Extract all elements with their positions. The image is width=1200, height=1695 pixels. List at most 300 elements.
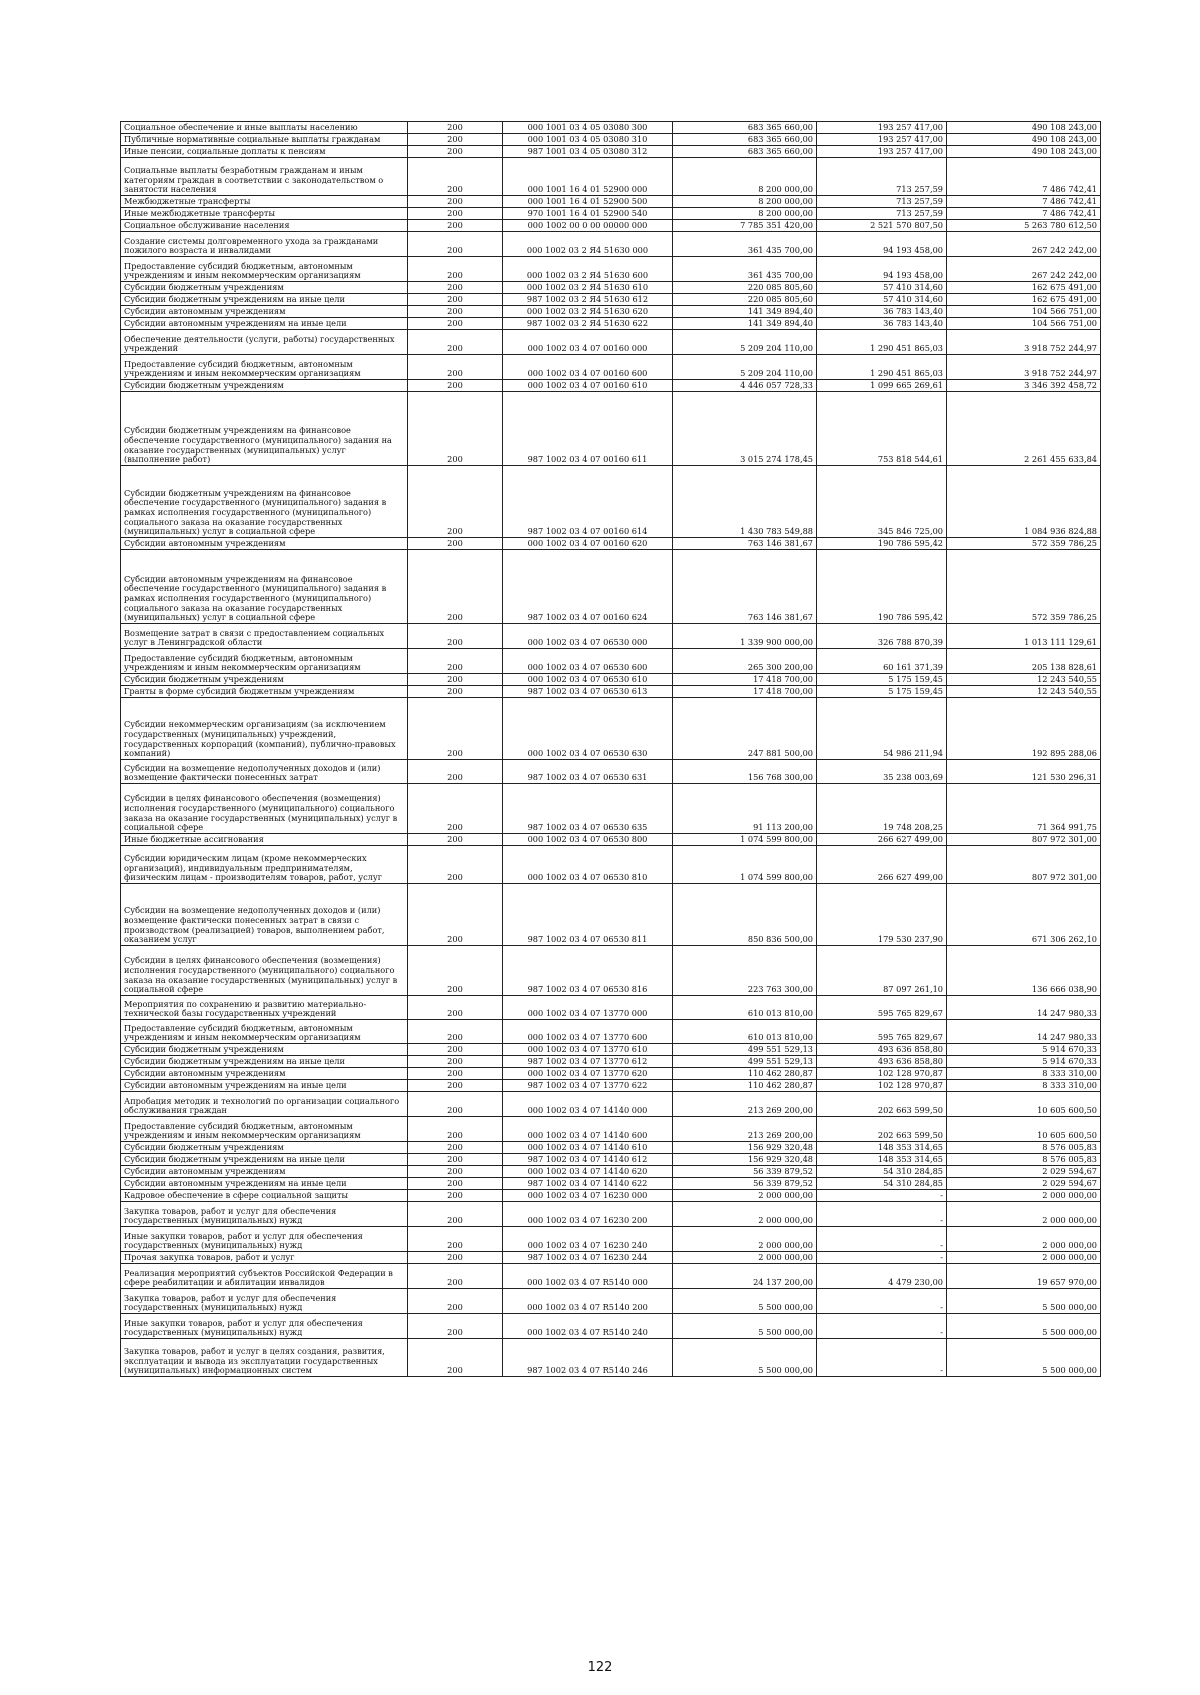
- cell-v2: 193 257 417,00: [817, 134, 947, 146]
- table-row: [121, 846, 1101, 884]
- cell-code: 200: [408, 686, 503, 698]
- cell-name: Субсидии автономным учреждениям: [121, 1166, 408, 1178]
- table-row: [121, 550, 1101, 624]
- cell-csr: 000 1001 03 4 05 03080 300: [503, 122, 673, 134]
- cell-name: Субсидии бюджетным учреждениям на иные цели: [121, 1154, 408, 1166]
- cell-name: Закупка товаров, работ и услуг в целях создания, развития, эксплуатации и вывода из эксплуатации государственных (муниципальных) информационных систем: [121, 1339, 408, 1377]
- cell-v2: 54 310 284,85: [817, 1166, 947, 1178]
- cell-code: 200: [408, 1056, 503, 1068]
- cell-csr: 000 1002 03 2 Я4 51630 610: [503, 282, 673, 294]
- cell-csr: 000 1002 03 4 07 06530 600: [503, 649, 673, 674]
- cell-v2: 1 290 451 865,03: [817, 330, 947, 355]
- cell-v2: 2 521 570 807,50: [817, 220, 947, 232]
- cell-v2: 713 257,59: [817, 196, 947, 208]
- cell-v2: 54 986 211,94: [817, 698, 947, 760]
- cell-v3: 267 242 242,00: [947, 257, 1101, 282]
- cell-v2: 102 128 970,87: [817, 1068, 947, 1080]
- cell-code: 200: [408, 624, 503, 649]
- table-row: [121, 196, 1101, 208]
- cell-code: 200: [408, 146, 503, 158]
- cell-v2: -: [817, 1227, 947, 1252]
- cell-v2: 148 353 314,65: [817, 1142, 947, 1154]
- cell-csr: 000 1001 16 4 01 52900 500: [503, 196, 673, 208]
- cell-v2: 36 783 143,40: [817, 306, 947, 318]
- cell-csr: 987 1002 03 4 07 13770 612: [503, 1056, 673, 1068]
- cell-v2: 595 765 829,67: [817, 1020, 947, 1044]
- cell-v1: 5 209 204 110,00: [673, 355, 817, 380]
- cell-code: 200: [408, 996, 503, 1020]
- cell-v2: 60 161 371,39: [817, 649, 947, 674]
- cell-csr: 000 1002 03 4 07 16230 200: [503, 1202, 673, 1227]
- cell-csr: 000 1001 03 4 05 03080 310: [503, 134, 673, 146]
- cell-v3: 3 346 392 458,72: [947, 380, 1101, 392]
- cell-v1: 3 015 274 178,45: [673, 392, 817, 466]
- cell-csr: 000 1002 03 4 07 16230 240: [503, 1227, 673, 1252]
- cell-v2: 266 627 499,00: [817, 834, 947, 846]
- cell-code: 200: [408, 380, 503, 392]
- cell-csr: 987 1002 03 4 07 R5140 246: [503, 1339, 673, 1377]
- cell-v3: 2 029 594,67: [947, 1178, 1101, 1190]
- cell-code: 200: [408, 550, 503, 624]
- cell-v1: 156 768 300,00: [673, 760, 817, 784]
- cell-name: Иные закупки товаров, работ и услуг для обеспечения государственных (муниципальных) нужд: [121, 1227, 408, 1252]
- cell-v2: 193 257 417,00: [817, 146, 947, 158]
- cell-csr: 000 1002 03 4 07 14140 600: [503, 1117, 673, 1142]
- cell-name: Апробация методик и технологий по организации социального обслуживания граждан: [121, 1092, 408, 1117]
- table-row: [121, 294, 1101, 306]
- cell-v2: 5 175 159,45: [817, 686, 947, 698]
- cell-csr: 987 1002 03 4 07 06530 816: [503, 946, 673, 996]
- table-row: [121, 355, 1101, 380]
- table-row: [121, 1044, 1101, 1056]
- cell-v2: 102 128 970,87: [817, 1080, 947, 1092]
- cell-name: Субсидии на возмещение недополученных доходов и (или) возмещение фактически понесенных затрат: [121, 760, 408, 784]
- table-row: [121, 466, 1101, 538]
- cell-v2: 202 663 599,50: [817, 1092, 947, 1117]
- cell-code: 200: [408, 1178, 503, 1190]
- table-row: [121, 1020, 1101, 1044]
- cell-v2: 493 636 858,80: [817, 1044, 947, 1056]
- cell-v3: 267 242 242,00: [947, 232, 1101, 257]
- cell-v1: 8 200 000,00: [673, 208, 817, 220]
- cell-v3: 5 914 670,33: [947, 1044, 1101, 1056]
- cell-csr: 000 1002 03 4 07 00160 600: [503, 355, 673, 380]
- cell-v2: 87 097 261,10: [817, 946, 947, 996]
- cell-code: 200: [408, 306, 503, 318]
- cell-name: Закупка товаров, работ и услуг для обеспечения государственных (муниципальных) нужд: [121, 1289, 408, 1314]
- cell-code: 200: [408, 1080, 503, 1092]
- cell-v2: 36 783 143,40: [817, 318, 947, 330]
- cell-v2: 1 099 665 269,61: [817, 380, 947, 392]
- cell-v3: 3 918 752 244,97: [947, 330, 1101, 355]
- cell-v3: 14 247 980,33: [947, 996, 1101, 1020]
- cell-code: 200: [408, 1142, 503, 1154]
- cell-csr: 000 1002 03 4 07 14140 620: [503, 1166, 673, 1178]
- table-row: [121, 122, 1101, 134]
- cell-v2: 54 310 284,85: [817, 1178, 947, 1190]
- cell-code: 200: [408, 1227, 503, 1252]
- table-row: [121, 1080, 1101, 1092]
- cell-csr: 987 1002 03 4 07 00160 624: [503, 550, 673, 624]
- cell-v3: 121 530 296,31: [947, 760, 1101, 784]
- cell-name: Возмещение затрат в связи с предоставлением социальных услуг в Ленинградской области: [121, 624, 408, 649]
- cell-v1: 499 551 529,13: [673, 1044, 817, 1056]
- cell-csr: 000 1002 03 4 07 13770 000: [503, 996, 673, 1020]
- cell-v1: 1 430 783 549,88: [673, 466, 817, 538]
- cell-v3: 572 359 786,25: [947, 538, 1101, 550]
- cell-v3: 162 675 491,00: [947, 294, 1101, 306]
- cell-v3: 7 486 742,41: [947, 196, 1101, 208]
- cell-name: Субсидии автономным учреждениям: [121, 538, 408, 550]
- cell-v3: 490 108 243,00: [947, 122, 1101, 134]
- cell-v2: -: [817, 1314, 947, 1339]
- cell-v3: 5 500 000,00: [947, 1339, 1101, 1377]
- cell-csr: 000 1002 03 4 07 00160 610: [503, 380, 673, 392]
- cell-csr: 987 1001 03 4 05 03080 312: [503, 146, 673, 158]
- cell-name: Предоставление субсидий бюджетным, автономным учреждениям и иным некоммерческим организациям: [121, 649, 408, 674]
- cell-name: Субсидии на возмещение недополученных доходов и (или) возмещение фактически понесенных затрат в связи с производством (реализацией) товаров, выполнением работ, оказанием услуг: [121, 884, 408, 946]
- cell-code: 200: [408, 1339, 503, 1377]
- table-row: [121, 1068, 1101, 1080]
- cell-name: Создание системы долговременного ухода за гражданами пожилого возраста и инвалидами: [121, 232, 408, 257]
- cell-code: 200: [408, 122, 503, 134]
- cell-v3: 8 576 005,83: [947, 1142, 1101, 1154]
- table-row: [121, 146, 1101, 158]
- cell-v2: 190 786 595,42: [817, 538, 947, 550]
- cell-v1: 361 435 700,00: [673, 232, 817, 257]
- table-row: [121, 698, 1101, 760]
- table-row: [121, 1056, 1101, 1068]
- table-row: [121, 538, 1101, 550]
- cell-v3: 12 243 540,55: [947, 686, 1101, 698]
- table-row: [121, 306, 1101, 318]
- cell-v1: 141 349 894,40: [673, 318, 817, 330]
- cell-v1: 110 462 280,87: [673, 1080, 817, 1092]
- cell-name: Межбюджетные трансферты: [121, 196, 408, 208]
- table-row: [121, 946, 1101, 996]
- cell-name: Субсидии в целях финансового обеспечения (возмещения) исполнения государственного (муниципального) социального заказа на оказание государственных (муниципальных) услуг в социальной сфере: [121, 784, 408, 834]
- cell-v1: 361 435 700,00: [673, 257, 817, 282]
- cell-code: 200: [408, 698, 503, 760]
- cell-name: Субсидии бюджетным учреждениям: [121, 380, 408, 392]
- table-row: [121, 1154, 1101, 1166]
- cell-v1: 610 013 810,00: [673, 1020, 817, 1044]
- cell-v3: 2 029 594,67: [947, 1166, 1101, 1178]
- cell-csr: 000 1002 03 4 07 00160 620: [503, 538, 673, 550]
- cell-v3: 7 486 742,41: [947, 208, 1101, 220]
- cell-v3: 2 000 000,00: [947, 1252, 1101, 1264]
- table-row: [121, 834, 1101, 846]
- cell-v2: 179 530 237,90: [817, 884, 947, 946]
- cell-name: Иные межбюджетные трансферты: [121, 208, 408, 220]
- cell-v1: 850 836 500,00: [673, 884, 817, 946]
- cell-name: Субсидии бюджетным учреждениям: [121, 1142, 408, 1154]
- cell-v3: 2 000 000,00: [947, 1190, 1101, 1202]
- table-row: [121, 134, 1101, 146]
- cell-v2: 19 748 208,25: [817, 784, 947, 834]
- cell-v1: 24 137 200,00: [673, 1264, 817, 1289]
- table-row: [121, 884, 1101, 946]
- cell-v1: 8 200 000,00: [673, 158, 817, 196]
- cell-v3: 490 108 243,00: [947, 134, 1101, 146]
- cell-code: 200: [408, 1166, 503, 1178]
- cell-name: Субсидии некоммерческим организациям (за исключением государственных (муниципальных) учреждений, государственных корпораций (компаний), публично-правовых компаний): [121, 698, 408, 760]
- table-row: [121, 1117, 1101, 1142]
- table-row: [121, 318, 1101, 330]
- cell-v1: 499 551 529,13: [673, 1056, 817, 1068]
- cell-v1: 213 269 200,00: [673, 1092, 817, 1117]
- cell-v1: 17 418 700,00: [673, 686, 817, 698]
- cell-csr: 987 1002 03 4 07 06530 811: [503, 884, 673, 946]
- cell-v1: 763 146 381,67: [673, 550, 817, 624]
- cell-code: 200: [408, 884, 503, 946]
- table-row: [121, 257, 1101, 282]
- cell-csr: 987 1002 03 4 07 14140 612: [503, 1154, 673, 1166]
- cell-csr: 000 1002 03 4 07 00160 000: [503, 330, 673, 355]
- cell-v2: 713 257,59: [817, 208, 947, 220]
- cell-v3: 8 333 310,00: [947, 1080, 1101, 1092]
- cell-v1: 5 209 204 110,00: [673, 330, 817, 355]
- cell-v3: 5 500 000,00: [947, 1314, 1101, 1339]
- cell-csr: 000 1002 03 4 07 14140 000: [503, 1092, 673, 1117]
- cell-csr: 000 1002 03 4 07 06530 000: [503, 624, 673, 649]
- cell-code: 200: [408, 232, 503, 257]
- cell-v1: 247 881 500,00: [673, 698, 817, 760]
- cell-code: 200: [408, 1314, 503, 1339]
- cell-code: 200: [408, 294, 503, 306]
- cell-v1: 4 446 057 728,33: [673, 380, 817, 392]
- cell-code: 200: [408, 1252, 503, 1264]
- cell-code: 200: [408, 208, 503, 220]
- cell-name: Субсидии бюджетным учреждениям на иные цели: [121, 1056, 408, 1068]
- cell-v2: 148 353 314,65: [817, 1154, 947, 1166]
- cell-v2: 345 846 725,00: [817, 466, 947, 538]
- cell-v3: 71 364 991,75: [947, 784, 1101, 834]
- cell-v1: 683 365 660,00: [673, 146, 817, 158]
- cell-v2: 493 636 858,80: [817, 1056, 947, 1068]
- cell-code: 200: [408, 674, 503, 686]
- cell-v3: 2 261 455 633,84: [947, 392, 1101, 466]
- budget-table-body: [121, 122, 1101, 1377]
- cell-v3: 162 675 491,00: [947, 282, 1101, 294]
- cell-v3: 1 084 936 824,88: [947, 466, 1101, 538]
- cell-code: 200: [408, 760, 503, 784]
- cell-name: Субсидии бюджетным учреждениям: [121, 674, 408, 686]
- cell-v3: 7 486 742,41: [947, 158, 1101, 196]
- cell-code: 200: [408, 946, 503, 996]
- cell-v3: 205 138 828,61: [947, 649, 1101, 674]
- cell-code: 200: [408, 318, 503, 330]
- cell-v2: 713 257,59: [817, 158, 947, 196]
- cell-name: Субсидии в целях финансового обеспечения (возмещения) исполнения государственного (муниципального) социального заказа на оказание государственных (муниципальных) услуг в социальной сфере: [121, 946, 408, 996]
- table-row: [121, 1289, 1101, 1314]
- table-row: [121, 1227, 1101, 1252]
- cell-v1: 156 929 320,48: [673, 1154, 817, 1166]
- page-number: 122: [587, 1660, 613, 1675]
- cell-name: Социальные выплаты безработным гражданам и иным категориям граждан в соответствии с законодательством о занятости населения: [121, 158, 408, 196]
- cell-name: Субсидии бюджетным учреждениям на финансовое обеспечение государственного (муниципального) задания на оказание государственных (муниципальных) услуг (выполнение работ): [121, 392, 408, 466]
- cell-csr: 000 1002 03 4 07 R5140 240: [503, 1314, 673, 1339]
- cell-v2: 193 257 417,00: [817, 122, 947, 134]
- cell-v3: 10 605 600,50: [947, 1117, 1101, 1142]
- cell-name: Иные пенсии, социальные доплаты к пенсиям: [121, 146, 408, 158]
- cell-v1: 2 000 000,00: [673, 1202, 817, 1227]
- cell-csr: 000 1002 03 4 07 16230 000: [503, 1190, 673, 1202]
- table-row: [121, 1190, 1101, 1202]
- table-row: [121, 1264, 1101, 1289]
- cell-v1: 7 785 351 420,00: [673, 220, 817, 232]
- cell-code: 200: [408, 1289, 503, 1314]
- cell-name: Предоставление субсидий бюджетным, автономным учреждениям и иным некоммерческим организациям: [121, 1117, 408, 1142]
- cell-csr: 000 1002 03 4 07 06530 800: [503, 834, 673, 846]
- table-row: [121, 649, 1101, 674]
- cell-code: 200: [408, 1068, 503, 1080]
- table-row: [121, 208, 1101, 220]
- cell-v3: 8 576 005,83: [947, 1154, 1101, 1166]
- cell-v3: 5 914 670,33: [947, 1056, 1101, 1068]
- cell-v1: 141 349 894,40: [673, 306, 817, 318]
- cell-code: 200: [408, 257, 503, 282]
- cell-name: Реализация мероприятий субъектов Российской Федерации в сфере реабилитации и абилитации инвалидов: [121, 1264, 408, 1289]
- cell-v2: -: [817, 1252, 947, 1264]
- cell-v2: 35 238 003,69: [817, 760, 947, 784]
- table-row: [121, 760, 1101, 784]
- cell-v1: 156 929 320,48: [673, 1142, 817, 1154]
- cell-name: Субсидии юридическим лицам (кроме некоммерческих организаций), индивидуальным предпринимателям, физическим лицам - производителям товаров, работ, услуг: [121, 846, 408, 884]
- cell-v3: 19 657 970,00: [947, 1264, 1101, 1289]
- cell-v2: 266 627 499,00: [817, 846, 947, 884]
- cell-v3: 3 918 752 244,97: [947, 355, 1101, 380]
- cell-v1: 56 339 879,52: [673, 1178, 817, 1190]
- cell-v1: 683 365 660,00: [673, 134, 817, 146]
- cell-csr: 987 1002 03 4 07 00160 611: [503, 392, 673, 466]
- cell-code: 200: [408, 466, 503, 538]
- cell-code: 200: [408, 1202, 503, 1227]
- cell-code: 200: [408, 1044, 503, 1056]
- table-row: [121, 784, 1101, 834]
- cell-code: 200: [408, 538, 503, 550]
- cell-name: Мероприятия по сохранению и развитию материально-технической базы государственных учреждений: [121, 996, 408, 1020]
- cell-name: Кадровое обеспечение в сфере социальной защиты: [121, 1190, 408, 1202]
- table-row: [121, 674, 1101, 686]
- cell-v1: 17 418 700,00: [673, 674, 817, 686]
- cell-csr: 987 1002 03 4 07 13770 622: [503, 1080, 673, 1092]
- cell-v1: 610 013 810,00: [673, 996, 817, 1020]
- cell-name: Субсидии бюджетным учреждениям на иные цели: [121, 294, 408, 306]
- cell-csr: 000 1002 03 4 07 06530 610: [503, 674, 673, 686]
- cell-v3: 2 000 000,00: [947, 1227, 1101, 1252]
- cell-v2: 94 193 458,00: [817, 232, 947, 257]
- cell-csr: 000 1002 03 4 07 06530 630: [503, 698, 673, 760]
- table-row: [121, 996, 1101, 1020]
- cell-v1: 213 269 200,00: [673, 1117, 817, 1142]
- cell-v3: 14 247 980,33: [947, 1020, 1101, 1044]
- cell-csr: 000 1002 03 2 Я4 51630 000: [503, 232, 673, 257]
- cell-code: 200: [408, 158, 503, 196]
- cell-name: Субсидии автономным учреждениям на финансовое обеспечение государственного (муниципального) задания в рамках исполнения государственного (муниципального) социального заказа на оказание государственных (муниципальных) услуг в социальной сфере: [121, 550, 408, 624]
- cell-csr: 000 1002 03 4 07 R5140 200: [503, 1289, 673, 1314]
- cell-v2: 1 290 451 865,03: [817, 355, 947, 380]
- cell-v3: 12 243 540,55: [947, 674, 1101, 686]
- table-row: [121, 1092, 1101, 1117]
- cell-name: Субсидии автономным учреждениям на иные цели: [121, 1080, 408, 1092]
- cell-v3: 807 972 301,00: [947, 846, 1101, 884]
- cell-v2: 4 479 230,00: [817, 1264, 947, 1289]
- cell-v2: 57 410 314,60: [817, 294, 947, 306]
- budget-table: [120, 121, 1101, 1377]
- cell-csr: 987 1002 03 2 Я4 51630 622: [503, 318, 673, 330]
- cell-csr: 000 1002 03 4 07 13770 600: [503, 1020, 673, 1044]
- cell-v1: 1 339 900 000,00: [673, 624, 817, 649]
- cell-code: 200: [408, 846, 503, 884]
- cell-v1: 110 462 280,87: [673, 1068, 817, 1080]
- cell-csr: 000 1002 03 4 07 14140 610: [503, 1142, 673, 1154]
- cell-csr: 970 1001 16 4 01 52900 540: [503, 208, 673, 220]
- table-row: [121, 220, 1101, 232]
- cell-name: Социальное обслуживание населения: [121, 220, 408, 232]
- cell-code: 200: [408, 1092, 503, 1117]
- cell-v2: -: [817, 1202, 947, 1227]
- cell-csr: 987 1002 03 4 07 06530 613: [503, 686, 673, 698]
- cell-name: Субсидии автономным учреждениям: [121, 1068, 408, 1080]
- table-row: [121, 282, 1101, 294]
- table-row: [121, 686, 1101, 698]
- cell-csr: 000 1002 03 4 07 R5140 000: [503, 1264, 673, 1289]
- cell-v3: 8 333 310,00: [947, 1068, 1101, 1080]
- cell-v2: 326 788 870,39: [817, 624, 947, 649]
- cell-code: 200: [408, 1264, 503, 1289]
- cell-csr: 987 1002 03 4 07 06530 631: [503, 760, 673, 784]
- cell-v1: 220 085 805,60: [673, 294, 817, 306]
- table-row: [121, 624, 1101, 649]
- table-row: [121, 1252, 1101, 1264]
- cell-code: 200: [408, 1154, 503, 1166]
- cell-csr: 000 1002 00 0 00 00000 000: [503, 220, 673, 232]
- cell-csr: 000 1002 03 2 Я4 51630 600: [503, 257, 673, 282]
- cell-v1: 683 365 660,00: [673, 122, 817, 134]
- cell-v3: 5 500 000,00: [947, 1289, 1101, 1314]
- cell-csr: 000 1002 03 4 07 06530 810: [503, 846, 673, 884]
- cell-v1: 5 500 000,00: [673, 1289, 817, 1314]
- cell-v3: 490 108 243,00: [947, 146, 1101, 158]
- cell-code: 200: [408, 1020, 503, 1044]
- cell-v3: 192 895 288,06: [947, 698, 1101, 760]
- cell-v3: 104 566 751,00: [947, 318, 1101, 330]
- cell-name: Субсидии бюджетным учреждениям на финансовое обеспечение государственного (муниципального) задания в рамках исполнения государственного (муниципального) социального заказа на оказание государственных (муниципальных) услуг в социальной сфере: [121, 466, 408, 538]
- cell-name: Обеспечение деятельности (услуги, работы) государственных учреждений: [121, 330, 408, 355]
- cell-v1: 5 500 000,00: [673, 1339, 817, 1377]
- cell-v1: 5 500 000,00: [673, 1314, 817, 1339]
- cell-csr: 987 1002 03 2 Я4 51630 612: [503, 294, 673, 306]
- cell-csr: 987 1002 03 4 07 16230 244: [503, 1252, 673, 1264]
- cell-csr: 987 1002 03 4 07 06530 635: [503, 784, 673, 834]
- cell-v1: 1 074 599 800,00: [673, 846, 817, 884]
- cell-code: 200: [408, 355, 503, 380]
- table-row: [121, 1202, 1101, 1227]
- cell-name: Субсидии бюджетным учреждениям: [121, 282, 408, 294]
- cell-v1: 223 763 300,00: [673, 946, 817, 996]
- cell-v3: 2 000 000,00: [947, 1202, 1101, 1227]
- cell-code: 200: [408, 1117, 503, 1142]
- cell-code: 200: [408, 282, 503, 294]
- cell-v1: 2 000 000,00: [673, 1190, 817, 1202]
- cell-v3: 5 263 780 612,50: [947, 220, 1101, 232]
- cell-name: Предоставление субсидий бюджетным, автономным учреждениям и иным некоммерческим организациям: [121, 355, 408, 380]
- cell-csr: 000 1002 03 2 Я4 51630 620: [503, 306, 673, 318]
- cell-csr: 000 1001 16 4 01 52900 000: [503, 158, 673, 196]
- cell-code: 200: [408, 392, 503, 466]
- cell-v2: -: [817, 1190, 947, 1202]
